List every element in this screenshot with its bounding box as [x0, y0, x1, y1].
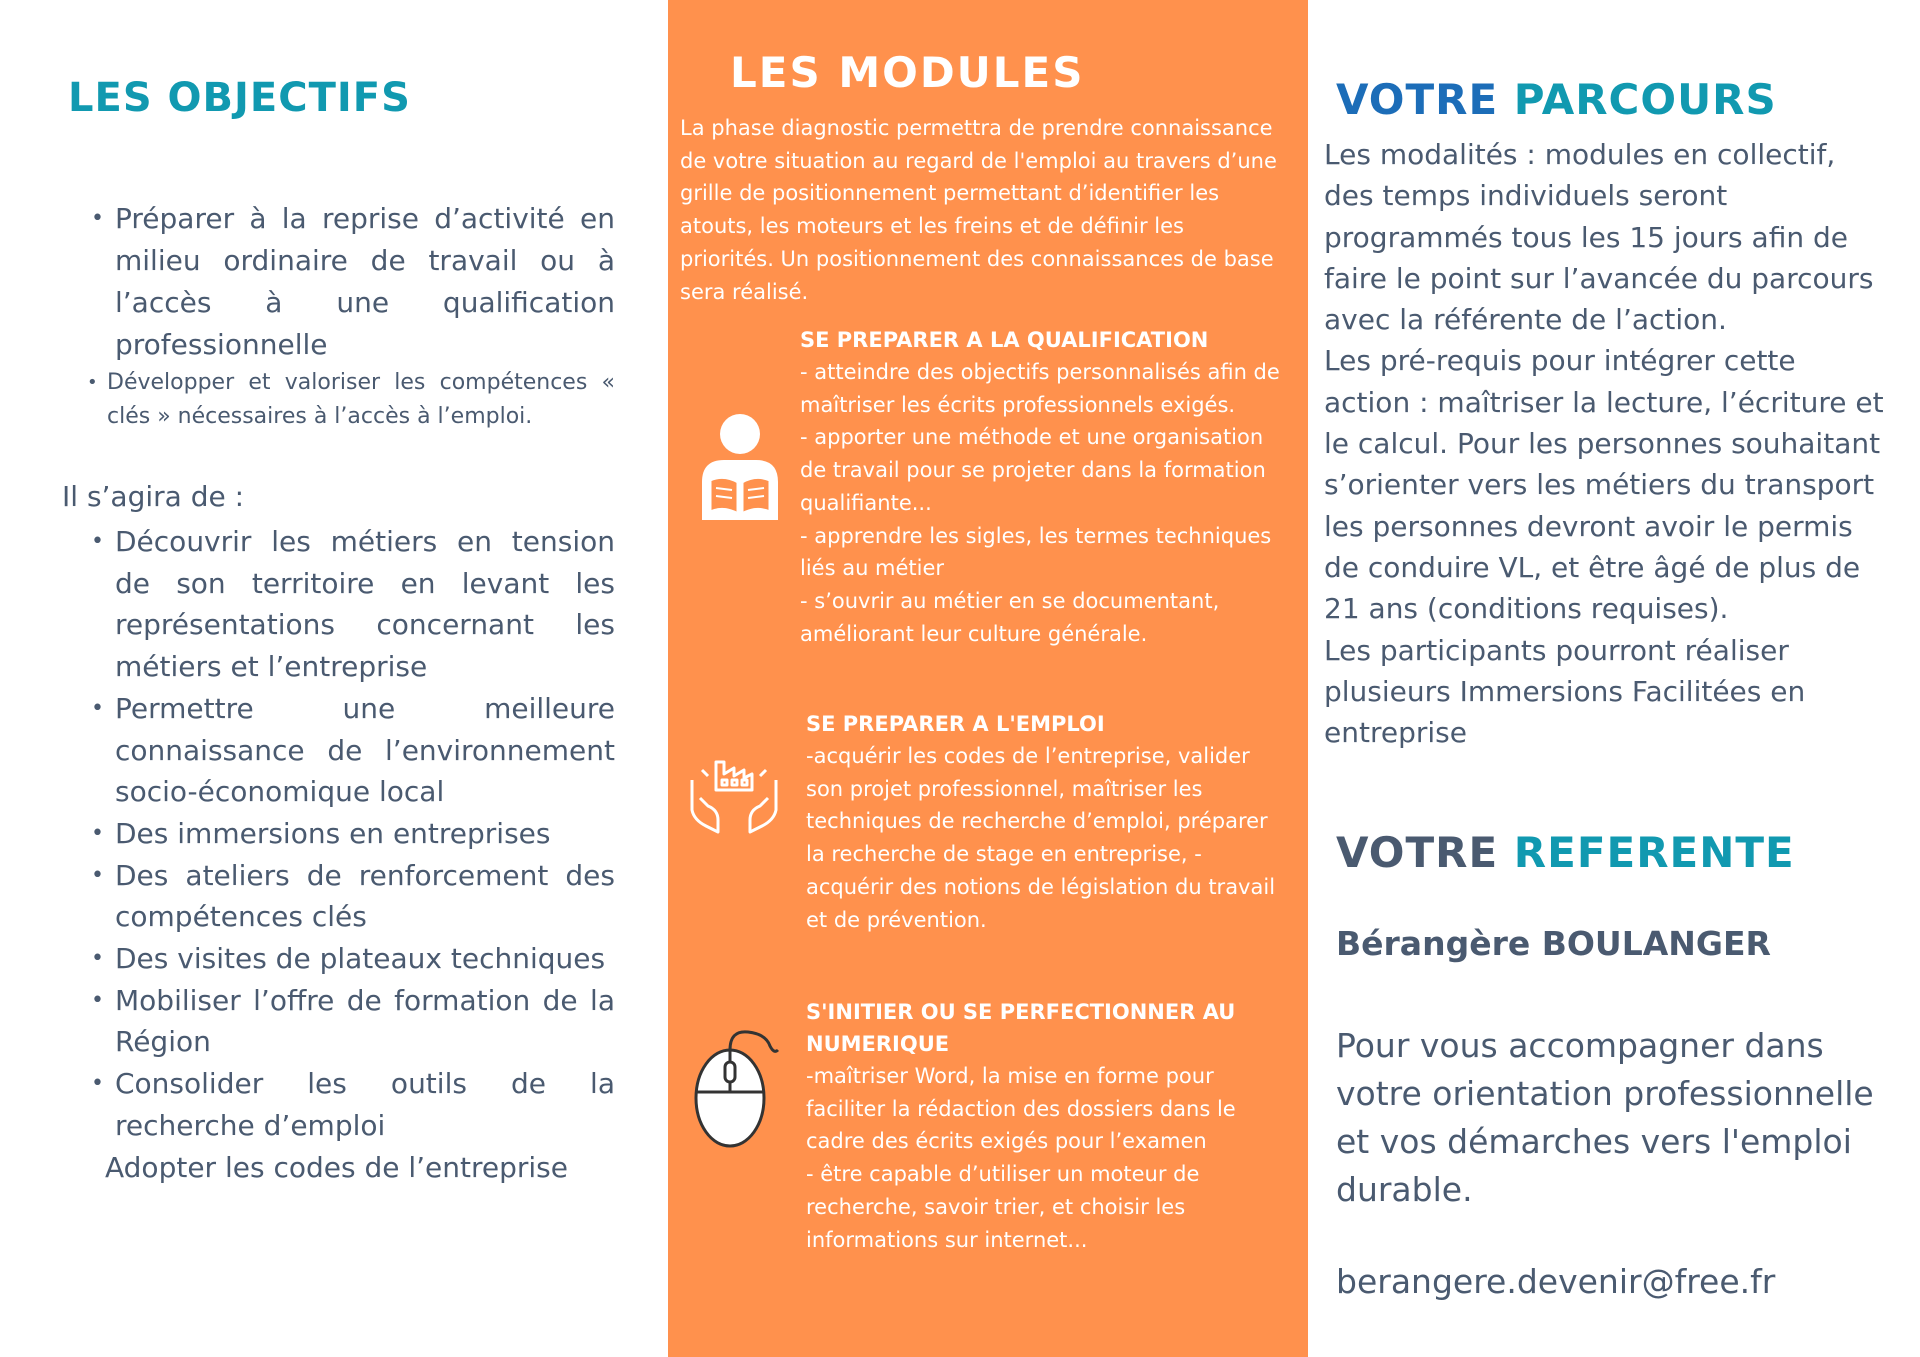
- referente-title-part2: REFERENTE: [1513, 828, 1795, 877]
- agira-item: Adopter les codes de l’entreprise: [105, 1150, 568, 1184]
- parcours-text: Les modalités : modules en collectif, des temps individuels seront programmés tous les 15 jours afin de faire le point sur l’avancée du parcours avec la référente de l’action. Les pré-requis pour intégrer cette action : maîtriser la lecture, l’écriture et le calcul. Pour les personnes souhaitant s’orienter vers les métiers du transport les personnes devront avoir le permis de conduire VL, et être âgé de plus de 21 ans (conditions requises). Les participants pourront réaliser plusieurs Immersions Facilitées en entreprise: [1324, 138, 1884, 750]
- objectif-item: • Développer et valoriser les compétences « clés » nécessaires à l’accès à l’emploi.: [107, 366, 615, 434]
- hands-factory-icon: [686, 740, 782, 836]
- module-body: - atteindre des objectifs personnalisés afin de maîtriser les écrits professionnels exigés. - apporter une méthode et une organisation de travail pour se projeter dans la formation qualifiante... - apprendre les sigles, les termes techniques liés au métier - s’ouvrir au métier en se documentant, améliorant leur culture générale.: [800, 360, 1280, 646]
- agira-item: • Des immersions en entreprises: [115, 813, 615, 855]
- objectif-item: • Préparer à la reprise d’activité en milieu ordinaire de travail ou à l’accès à une qualification professionnelle: [115, 198, 615, 366]
- agira-item: • Des ateliers de renforcement des compétences clés: [115, 855, 615, 938]
- module-title: SE PREPARER A LA QUALIFICATION: [800, 328, 1209, 352]
- module-title: S'INITIER OU SE PERFECTIONNER AU NUMERIQUE: [806, 1000, 1236, 1056]
- referente-description: Pour vous accompagner dans votre orientation professionnelle et vos démarches vers l'emploi durable.: [1336, 1026, 1874, 1209]
- agira-item: • Des visites de plateaux techniques: [115, 938, 615, 980]
- parcours-title-part1: VOTRE: [1336, 75, 1514, 124]
- module-body: -acquérir les codes de l’entreprise, valider son projet professionnel, maîtriser les techniques de recherche d’emploi, préparer la recherche de stage en entreprise, - acquérir des notions de législation du travail et de prévention.: [806, 744, 1276, 932]
- module-title: SE PREPARER A L'EMPLOI: [806, 712, 1105, 736]
- agira-item: • Permettre une meilleure connaissance de l’environnement socio-économique local: [115, 688, 615, 813]
- modules-column: [668, 0, 1308, 1357]
- objectifs-list: [107, 198, 615, 434]
- agira-list: [105, 521, 615, 1188]
- parcours-column: [1308, 0, 1920, 1357]
- objectifs-column: [0, 0, 668, 1357]
- agira-item: • Mobiliser l’offre de formation de la Région: [115, 980, 615, 1063]
- agira-label: Il s’agira de :: [62, 480, 245, 513]
- objectifs-title: LES OBJECTIFS: [68, 75, 411, 121]
- module-numerique: [806, 996, 1286, 1256]
- modules-intro: La phase diagnostic permettra de prendre connaissance de votre situation au regard de l'emploi au travers d’une grille de positionnement permettant d’identifier les atouts, les moteurs et les freins et de définir les priorités. Un positionnement des connaissances de base sera réalisé.: [680, 116, 1277, 304]
- agira-item: • Découvrir les métiers en tension de son territoire en levant les représentations concernant les métiers et l’entreprise: [115, 521, 615, 688]
- person-reading-icon: [690, 410, 790, 530]
- agira-item: • Consolider les outils de la recherche d’emploi: [115, 1063, 615, 1146]
- referente-email-link[interactable]: berangere.devenir@free.fr: [1336, 1262, 1776, 1301]
- module-qualification: [800, 324, 1280, 650]
- computer-mouse-icon: [690, 1020, 782, 1150]
- module-emploi: [806, 708, 1286, 936]
- referente-title-part1: VOTRE: [1336, 828, 1514, 877]
- parcours-title-part2: PARCOURS: [1513, 75, 1777, 124]
- referente-title: [1336, 828, 1795, 877]
- referente-name: Bérangère BOULANGER: [1336, 924, 1771, 963]
- parcours-title: [1336, 75, 1777, 124]
- module-body: -maîtriser Word, la mise en forme pour faciliter la rédaction des dossiers dans le cadre des écrits exigés pour l’examen - être capable d’utiliser un moteur de recherche, savoir trier, et choisir les informations sur internet...: [806, 1064, 1236, 1252]
- modules-title: LES MODULES: [730, 48, 1085, 97]
